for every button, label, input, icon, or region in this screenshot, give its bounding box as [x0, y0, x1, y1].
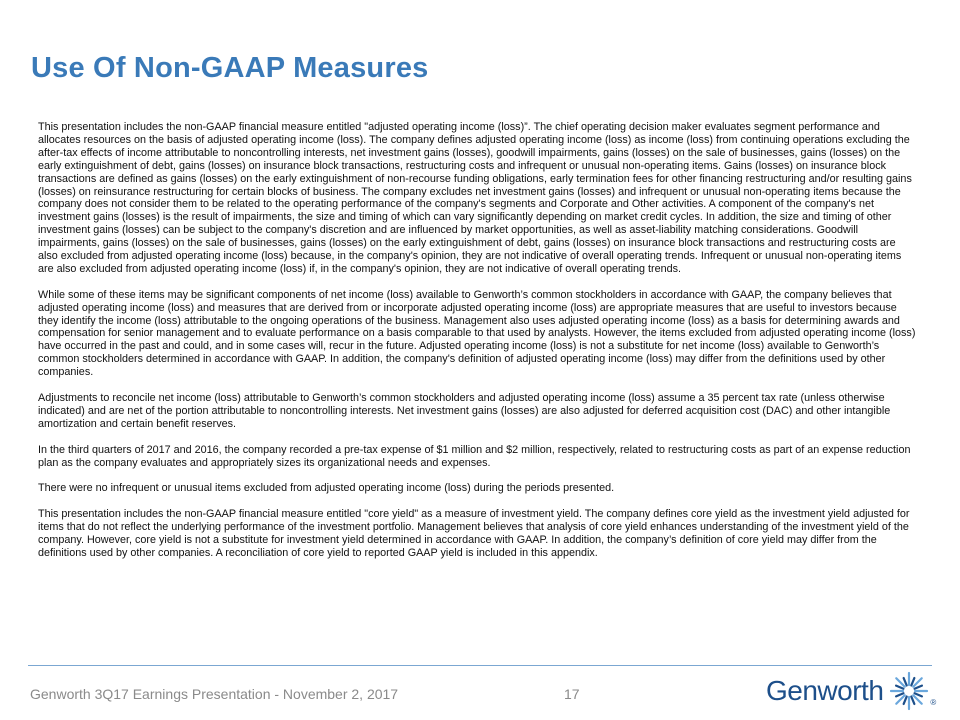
genworth-logo [766, 671, 936, 711]
paragraph-restructuring: In the third quarters of 2017 and 2016, the company recorded a pre-tax expense of $1 million and $2 million, respectively, related to restructuring costs as part of an expense reduction plan as the company evaluates and appropriately sizes its organizational needs and expenses. [38, 443, 911, 469]
paragraph-adjustments: Adjustments to reconcile net income (loss) attributable to Genworth’s common stockholders and adjusted operating income (loss) assume a 35 percent tax rate (unless otherwise indicated) and are net of the portion attributable to noncontrolling interests. Net investment gains (losses) are also adjusted for deferred acquisition cost (DAC) and other intangible amortization and certain benefit reserves. [38, 392, 891, 430]
page-title: Use Of Non-GAAP Measures [31, 52, 429, 84]
page-number: 17 [564, 686, 580, 702]
logo-wordmark: Genworth [766, 675, 884, 706]
footer-divider [28, 665, 932, 666]
paragraph-core-yield: This presentation includes the non-GAAP financial measure entitled "core yield" as a measure of investment yield. The company defines core yield as the investment yield adjusted for items that do not reflect the underlying performance of the investment portfolio. Management believes that analysis of core yield enhances understanding of the investment yield of the company. However, core yield is not a substitute for investment yield determined in accordance with GAAP. In addition, the company’s definition of core yield may differ from the definitions used by other companies. A reconciliation of core yield to reported GAAP yield is included in this appendix. [38, 508, 910, 559]
paragraph-no-infrequent-items: There were no infrequent or unusual items excluded from adjusted operating income (loss) during the periods presented. [38, 482, 615, 495]
registered-mark: ® [930, 698, 937, 707]
genworth-starburst-icon [889, 671, 929, 711]
footer-text: Genworth 3Q17 Earnings Presentation - November 2, 2017 [30, 686, 399, 702]
paragraph-adjusted-operating-income: This presentation includes the non-GAAP financial measure entitled "adjusted operating income (loss)”. The chief operating decision maker evaluates segment performance and allocates resources on the basis of adjusted operating income (loss). The company defines adjusted operating income (loss) as income (loss) from continuing operations excluding the after-tax effects of income attributable to noncontrolling interests, net investment gains (losses), goodwill impairments, gains (losses) on the sale of businesses, gains (losses) on the early extinguishment of debt, gains (losses) on insurance block transactions, restructuring costs and infrequent or unusual non-operating items. Gains (losses) on insurance block transactions are defined as gains (losses) on the early extinguishment of non-recourse funding obligations, early termination fees for other financing restructuring and/or resulting gains (losses) on reinsurance restructuring for certain blocks of business. The company excludes net investment gains (losses) and infrequent or unusual non-operating items because the company does not consider them to be related to the operating performance of the company's segments and Corporate and Other activities. A component of the company's net investment gains (losses) is the result of impairments, the size and timing of which can vary significantly depending on market credit cycles. In addition, the size and timing of other investment gains (losses) can be subject to the company's discretion and are influenced by market opportunities, as well as asset-liability matching considerations. Goodwill impairments, gains (losses) on the sale of businesses, gains (losses) on the early extinguishment of debt, gains (losses) on insurance block transactions and restructuring costs are also excluded from adjusted operating income (loss) because, in the company's opinion, they are not indicative of overall operating trends. Infrequent or unusual non-operating items are also excluded from adjusted operating income (loss) if, in the company's opinion, they are not indicative of overall operating trends. [38, 121, 912, 275]
paragraph-significance: While some of these items may be significant components of net income (loss) available to Genworth’s common stockholders in accordance with GAAP, the company believes that adjusted operating income (loss) and measures that are derived from or incorporate adjusted operating income (loss) are appropriate measures that are useful to investors because they identify the income (loss) attributable to the ongoing operations of the business. Management also uses adjusted operating income (loss) as a basis for determining awards and compensation for senior management and to evaluate performance on a basis comparable to that used by analysts. However, the items excluded from adjusted operating income (loss) have occurred in the past and could, and in some cases will, recur in the future. Adjusted operating income (loss) is not a substitute for net income (loss) available to Genworth’s common stockholders determined in accordance with GAAP. In addition, the company's definition of adjusted operating income (loss) may differ from the definitions used by other companies. [38, 288, 916, 379]
body-text [38, 121, 918, 573]
